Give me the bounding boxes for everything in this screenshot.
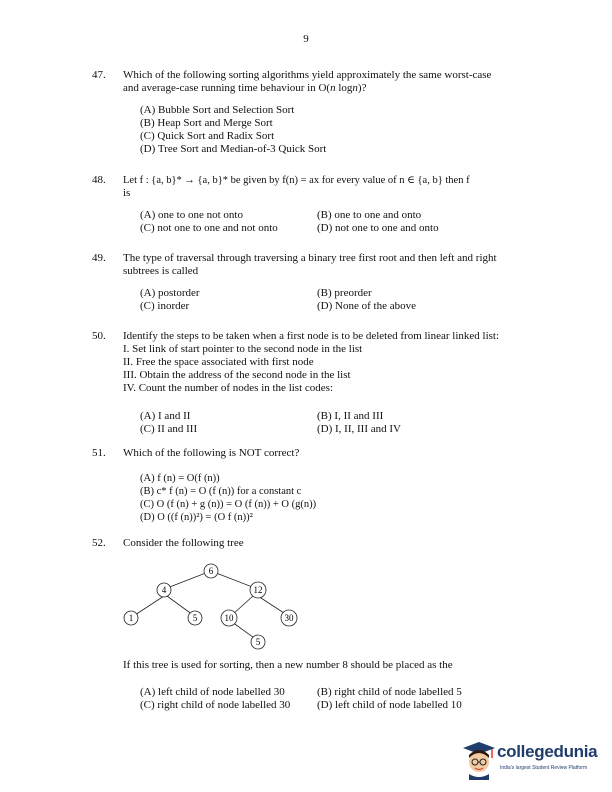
mascot-icon — [462, 740, 496, 780]
option-d: (D) None of the above — [317, 300, 416, 312]
question-48 — [92, 174, 532, 235]
question-stem: Let f : {a, b}* → {a, b}* be given by f(n) = ax for every value of n ∈ {a, b} then f is — [123, 175, 470, 199]
question-stem: Which of the following sorting algorithms yield approximately the same worst-case and average-case running time behaviour in O(n logn)? — [123, 69, 492, 94]
options-list — [140, 104, 532, 156]
option-c: (C) II and III — [140, 423, 198, 435]
svg-text:10: 10 — [224, 613, 234, 623]
option-d: (D) left child of node labelled 10 — [317, 699, 462, 711]
svg-text:12: 12 — [253, 585, 263, 595]
tree-node-12 — [250, 582, 266, 598]
question-number: 51. — [92, 447, 106, 459]
question-number: 50. — [92, 330, 106, 342]
option-c: (C) Quick Sort and Radix Sort — [140, 130, 275, 142]
option-a: (A) f (n) = O(f (n)) — [140, 473, 220, 484]
statement-item: IV. Count the number of nodes in the list codes: — [123, 382, 333, 394]
option-c: (C) right child of node labelled 30 — [140, 699, 291, 711]
question-number: 49. — [92, 252, 106, 264]
question-stem: Identify the steps to be taken when a first node is to be deleted from linear linked list: — [123, 330, 500, 342]
question-number: 48. — [92, 174, 106, 186]
tree-node-5-bottom — [251, 635, 265, 649]
options-grid — [140, 410, 532, 436]
page-number: 9 — [303, 33, 309, 45]
option-d: (D) Tree Sort and Median-of-3 Quick Sort — [140, 143, 327, 155]
logo-brand: collegedunia — [497, 742, 598, 761]
option-b: (B) c* f (n) = O (f (n)) for a constant c — [140, 486, 302, 497]
svg-text:5: 5 — [192, 613, 198, 623]
question-number: 47. — [92, 69, 106, 81]
svg-text:1: 1 — [128, 613, 134, 623]
option-c: (C) not one to one and not onto — [140, 222, 278, 234]
question-50 — [92, 330, 532, 436]
option-a: (A) postorder — [140, 287, 200, 299]
option-d: (D) not one to one and onto — [317, 222, 439, 234]
question-47 — [92, 69, 532, 156]
option-a: (A) Bubble Sort and Selection Sort — [140, 104, 295, 116]
option-b: (B) right child of node labelled 5 — [317, 686, 462, 698]
option-b: (B) preorder — [317, 287, 372, 299]
svg-text:4: 4 — [161, 585, 167, 595]
tree-node-5-left — [188, 611, 202, 625]
option-b: (B) I, II and III — [317, 410, 384, 422]
options-grid — [140, 209, 532, 235]
option-b: (B) one to one and onto — [317, 209, 422, 221]
svg-text:5: 5 — [255, 637, 261, 647]
option-c: (C) inorder — [140, 300, 190, 312]
options-grid — [140, 287, 532, 313]
question-51 — [92, 447, 532, 524]
tree-node-1 — [124, 611, 138, 625]
tree-node-10 — [221, 610, 237, 626]
options-grid — [140, 686, 500, 712]
question-stem: Consider the following tree — [123, 537, 244, 549]
option-a: (A) left child of node labelled 30 — [140, 686, 285, 698]
option-a: (A) one to one not onto — [140, 209, 243, 221]
question-stem: The type of traversal through traversing a binary tree first root and then left and right subtrees is called — [123, 252, 497, 277]
question-49 — [92, 252, 532, 313]
option-a: (A) I and II — [140, 410, 191, 422]
tree-node-6 — [204, 564, 218, 578]
collegedunia-logo — [462, 740, 607, 784]
tree-node-30 — [281, 610, 297, 626]
option-b: (B) Heap Sort and Merge Sort — [140, 117, 273, 129]
binary-tree-diagram — [115, 560, 305, 652]
question-stem: Which of the following is NOT correct? — [123, 447, 300, 459]
svg-text:6: 6 — [208, 566, 214, 576]
tree-node-4 — [157, 583, 171, 597]
option-c: (C) O (f (n) + g (n)) = O (f (n)) + O (g(n)) — [140, 499, 317, 510]
question-number: 52. — [92, 537, 106, 549]
statement-item: III. Obtain the address of the second node in the list — [123, 369, 351, 381]
svg-text:30: 30 — [284, 613, 294, 623]
question-followup: If this tree is used for sorting, then a new number 8 should be placed as the — [123, 659, 453, 671]
options-list — [140, 472, 532, 524]
option-d: (D) I, II, III and IV — [317, 423, 401, 435]
statement-list — [123, 343, 532, 395]
logo-tagline: India's largest Student Review Platform — [500, 765, 588, 771]
tree-svg — [115, 560, 305, 652]
option-d: (D) O ((f (n))²) = (O f (n))² — [140, 512, 253, 523]
statement-item: I. Set link of start pointer to the second node in the list — [123, 343, 363, 355]
statement-item: II. Free the space associated with first node — [123, 356, 314, 368]
question-52 — [92, 537, 532, 550]
